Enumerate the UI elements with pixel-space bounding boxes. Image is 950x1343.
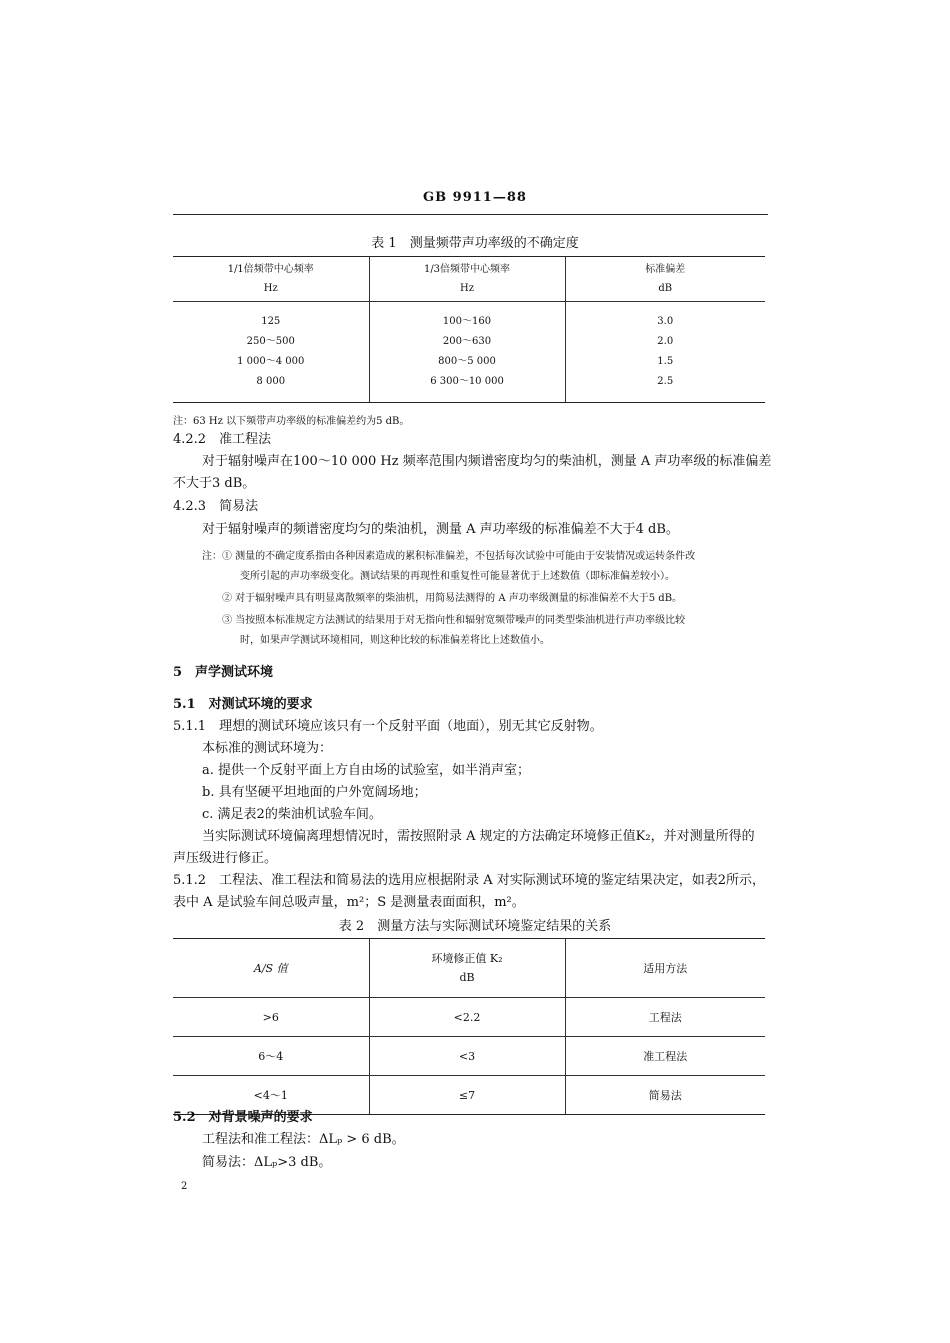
note-2-line: ② 对于辐射噪声具有明显离散频率的柴油机，用简易法测得的 A 声功率级测量的标准偏差不大于5 dB。 xyxy=(222,593,683,604)
table2 xyxy=(173,938,765,1115)
section-4-2-3-heading: 4.2.3 简易法 xyxy=(173,499,259,514)
table1-header-cell: 1/3倍频带中心频率 Hz xyxy=(369,257,565,302)
note-1-line: 变所引起的声功率级变化。测试结果的再现性和重复性可能显著优于上述数值（即标准偏差较小）。 xyxy=(240,571,675,582)
page-number: 2 xyxy=(181,1181,188,1192)
section-5-1-2-line: 5.1.2 工程法、准工程法和简易法的选用应根据附录 A 对实际测试环境的鉴定结果决定，如表2所示， xyxy=(173,873,766,888)
section-4-2-2-line: 对于辐射噪声在100～10 000 Hz 频率范围内频谱密度均匀的柴油机，测量 A 声功率级的标准偏差 xyxy=(202,454,772,469)
table1-body-row xyxy=(173,302,765,403)
list-item-a: a. 提供一个反射平面上方自由场的试验室，如半消声室； xyxy=(202,763,531,778)
table1-header-row xyxy=(173,257,765,302)
note-3-line: 时，如果声学测试环境相同，则这种比较的标准偏差将比上述数值小。 xyxy=(240,635,550,646)
table2-cell: ≤7 xyxy=(369,1076,565,1115)
section-5-1-1-heading: 5.1.1 理想的测试环境应该只有一个反射平面（地面），别无其它反射物。 xyxy=(173,719,603,734)
list-item-b: b. 具有坚硬平坦地面的户外宽阔场地； xyxy=(202,785,427,800)
table2-cell: >6 xyxy=(173,998,369,1037)
standard-code-header: GB 9911—88 xyxy=(423,190,527,205)
section-5-2-line: 工程法和准工程法：ΔLₚ > 6 dB。 xyxy=(202,1132,405,1147)
table2-header-row xyxy=(173,939,765,998)
table1-note: 注：63 Hz 以下频带声功率级的标准偏差约为5 dB。 xyxy=(173,416,410,427)
section-4-2-2-line: 不大于3 dB。 xyxy=(173,476,256,491)
table2-cell: 简易法 xyxy=(565,1076,765,1115)
section-5-2-line: 简易法：ΔLₚ>3 dB。 xyxy=(202,1155,332,1170)
table1-header-cell: 1/1倍频带中心频率 Hz xyxy=(173,257,369,302)
table2-cell: 6～4 xyxy=(173,1037,369,1076)
section-4-2-2-heading: 4.2.2 准工程法 xyxy=(173,432,272,447)
list-item-c: c. 满足表2的柴油机试验车间。 xyxy=(202,807,382,822)
table1-col-octave: 125 250～500 1 000～4 000 8 000 xyxy=(173,302,369,403)
section-5-1-2-line: 表中 A 是试验车间总吸声量，m²；S 是测量表面面积，m²。 xyxy=(173,895,525,910)
section-5-1-heading: 5.1 对测试环境的要求 xyxy=(173,697,313,712)
table1-header-cell: 标准偏差 dB xyxy=(565,257,765,302)
table2-header-cell: A/S 值 xyxy=(173,939,369,998)
table1-col-third-octave: 100～160 200～630 800～5 000 6 300～10 000 xyxy=(369,302,565,403)
table2-cell: <2.2 xyxy=(369,998,565,1037)
table2-cell: 准工程法 xyxy=(565,1037,765,1076)
table-row xyxy=(173,1037,765,1076)
table1-col-std-dev: 3.0 2.0 1.5 2.5 xyxy=(565,302,765,403)
note-1-line: 注：① 测量的不确定度系指由各种因素造成的累积标准偏差，不包括每次试验中可能由于安装情况或运转条件改 xyxy=(202,551,696,562)
table2-caption: 表 2 测量方法与实际测试环境鉴定结果的关系 xyxy=(338,919,612,934)
table1 xyxy=(173,256,765,403)
header-rule xyxy=(173,214,768,215)
table-row xyxy=(173,998,765,1037)
table2-header-cell: 适用方法 xyxy=(565,939,765,998)
section-5-1-1-para-line: 当实际测试环境偏离理想情况时，需按照附录 A 规定的方法确定环境修正值K₂，并对测量所得的 xyxy=(202,829,755,844)
note-3-line: ③ 当按照本标准规定方法测试的结果用于对无指向性和辐射宽频带噪声的同类型柴油机进行声功率级比较 xyxy=(222,615,686,626)
table2-cell: <4～1 xyxy=(173,1076,369,1115)
table2-cell: <3 xyxy=(369,1037,565,1076)
section-4-2-3-para: 对于辐射噪声的频谱密度均匀的柴油机，测量 A 声功率级的标准偏差不大于4 dB。 xyxy=(202,522,679,537)
section-5-1-1-intro: 本标准的测试环境为： xyxy=(202,741,333,756)
table1-caption: 表 1 测量频带声功率级的不确定度 xyxy=(371,236,579,251)
section-5-2-heading: 5.2 对背景噪声的要求 xyxy=(173,1110,313,1125)
section-5-1-1-para-line: 声压级进行修正。 xyxy=(173,851,278,866)
table2-header-cell: 环境修正值 K₂ dB xyxy=(369,939,565,998)
section-5-heading: 5 声学测试环境 xyxy=(173,665,274,680)
table2-cell: 工程法 xyxy=(565,998,765,1037)
